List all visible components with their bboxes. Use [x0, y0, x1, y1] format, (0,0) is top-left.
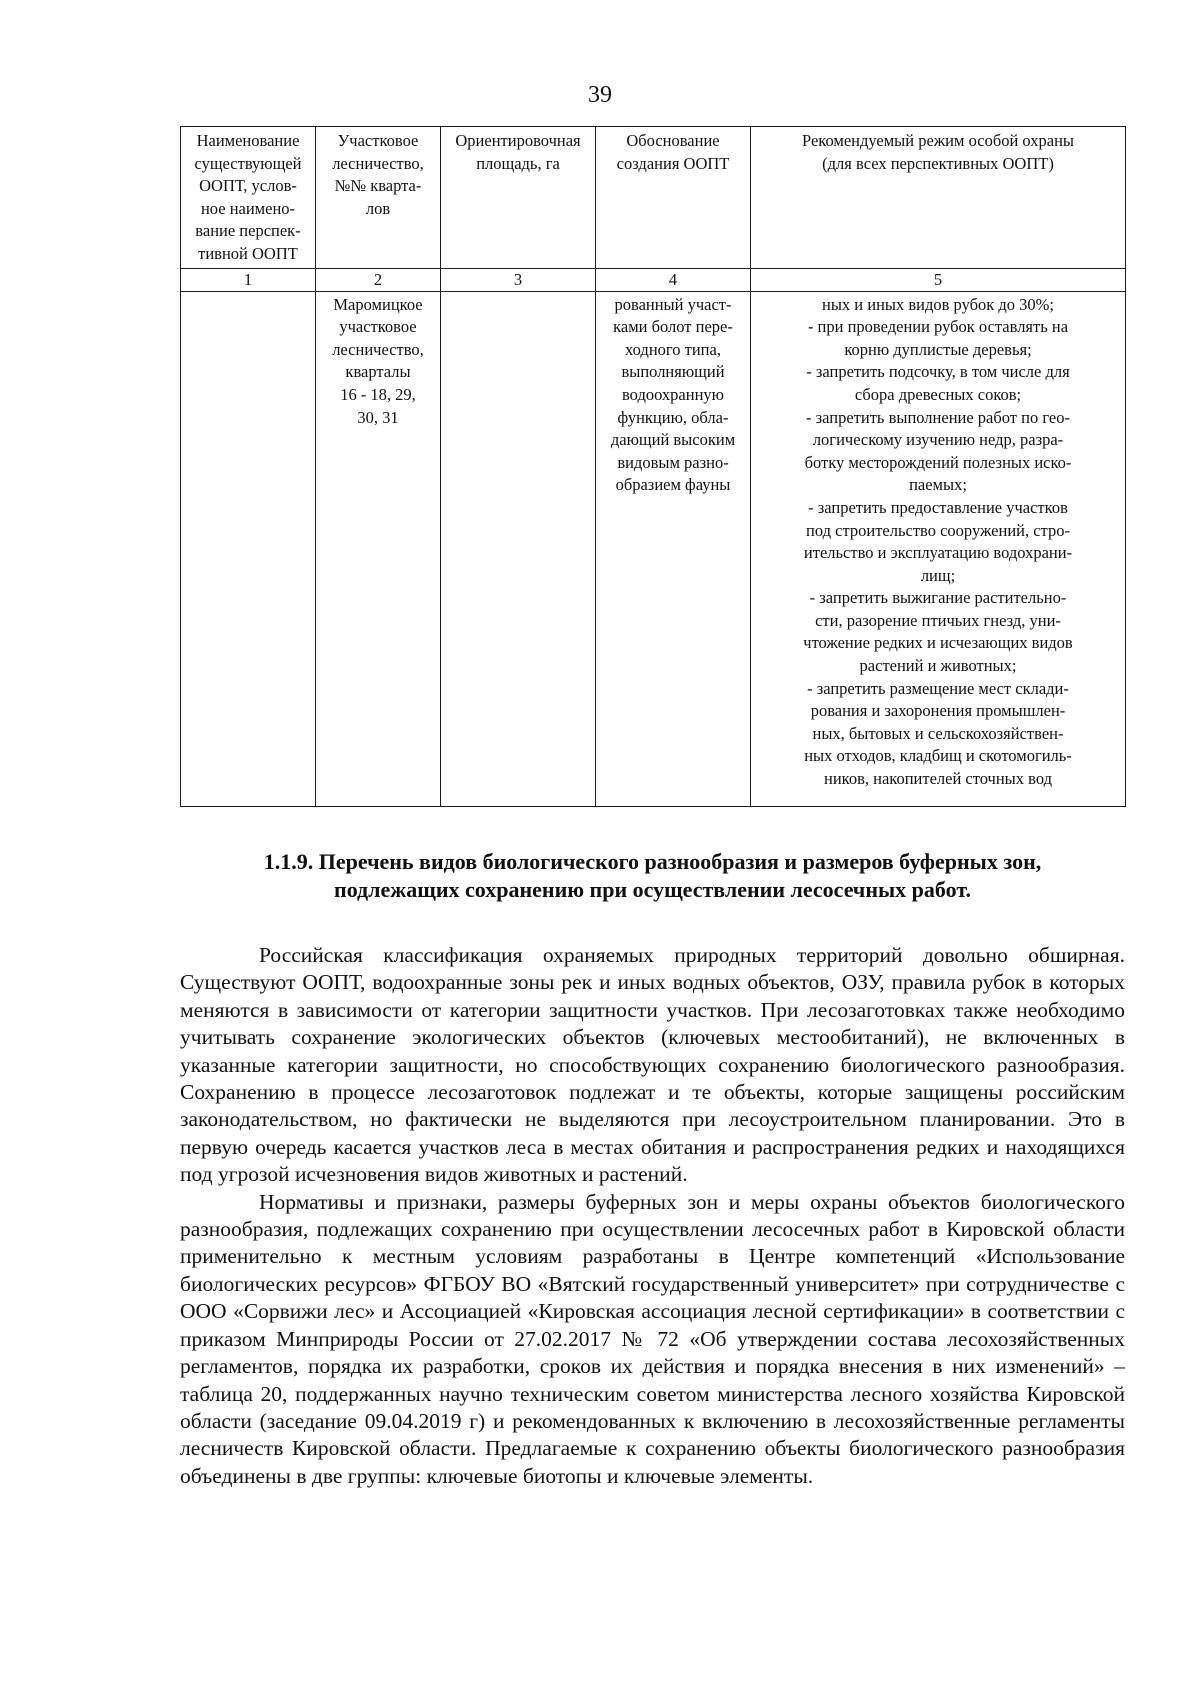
cell-name — [181, 291, 316, 806]
column-number: 4 — [596, 268, 751, 291]
header-forestry — [316, 127, 441, 269]
column-number: 5 — [751, 268, 1126, 291]
cell-line: кварталы — [345, 362, 411, 382]
cell-forestry — [316, 291, 441, 806]
cell-line: Обоснование — [626, 131, 720, 150]
cell-line: ное наимено- — [200, 198, 296, 218]
cell-area — [441, 291, 596, 806]
cell-line: чтожение редких и исчезающих видов — [803, 633, 1073, 653]
paragraph: Нормативы и признаки, размеры буферных зон и меры охраны объектов биологического разнообразия, подлежащих сохранению при осуществлении лесосечных работ в Кировской области применительно к местным условиям разработаны в Центре компетенций «Использование биологических ресурсов» ФГБОУ ВО «Вятский государственный университет» при сотрудничестве с ООО «Сорвижи лес» и Ассоциацией «Кировская ассоциация лесной сертификации» в соответствии с приказом Минприроды России от 27.02.2017 № 72 «Об утверждении состава лесохозяйственных регламентов, порядка их разработки, сроков их действия и порядка внесения в них изменений» – таблица 20, поддержанных научно техническим советом министерства лесного хозяйства Кировской области (заседание 09.04.2019 г) и рекомендованных к включению в лесохозяйственные регламенты лесничеств Кировской области. Предлагаемые к сохранению объекты биологического разнообразия объединены в две группы: ключевые биотопы и ключевые элементы. — [180, 1189, 1125, 1488]
section-heading — [180, 848, 1125, 904]
cell-line: ООПТ, услов- — [199, 176, 297, 196]
cell-line: ительство и эксплуатацию водохрани- — [803, 543, 1073, 563]
cell-line: ками болот пере- — [613, 317, 733, 337]
cell-line: лов — [365, 198, 391, 218]
cell-line: лесничество, — [332, 339, 424, 359]
cell-line: водоохранную — [622, 384, 724, 404]
cell-line: рованный участ- — [614, 294, 732, 314]
column-number: 3 — [441, 268, 596, 291]
cell-line: тивной ООПТ — [198, 243, 298, 263]
cell-line: создания ООПТ — [616, 153, 730, 173]
cell-justification — [596, 291, 751, 806]
table-header-row — [181, 127, 1126, 269]
header-justification — [596, 127, 751, 269]
header-name — [181, 127, 316, 269]
cell-line: Рекомендуемый режим особой охраны — [801, 131, 1074, 150]
cell-line: выполняющий — [621, 362, 725, 382]
cell-protection-regime — [751, 291, 1126, 806]
cell-line: участковое — [339, 317, 417, 337]
column-number: 2 — [316, 268, 441, 291]
cell-line: - запретить подсочку, в том числе для — [806, 362, 1070, 382]
cell-line: образием фауны — [615, 475, 731, 495]
cell-line: - запретить выполнение работ по гео- — [806, 407, 1070, 427]
cell-line: дающий высоким — [610, 430, 736, 450]
header-protection-regime — [751, 127, 1126, 269]
cell-line: - при проведении рубок оставлять на — [807, 317, 1069, 337]
cell-line: Ориентировочная — [455, 131, 581, 150]
cell-line: 16 - 18, 29, — [340, 384, 416, 404]
cell-line: ных и иных видов рубок до 30%; — [822, 294, 1054, 314]
cell-line: - запретить выжигание растительно- — [809, 588, 1067, 608]
cell-line: ходного типа, — [625, 339, 721, 359]
body-text — [180, 942, 1125, 1490]
section-heading-line: подлежащих сохранению при осуществлении лесосечных работ. — [334, 877, 971, 902]
cell-line: существующей — [194, 153, 302, 173]
column-number-row — [181, 268, 1126, 291]
cell-line: растений и животных; — [859, 656, 1017, 676]
cell-line: ботку месторождений полезных иско- — [804, 452, 1072, 472]
header-area — [441, 127, 596, 269]
cell-line: корню дуплистые деревья; — [844, 339, 1032, 359]
cell-line: видовым разно- — [617, 452, 729, 472]
oopt-table — [180, 126, 1126, 807]
cell-line: функцию, обла- — [617, 407, 729, 427]
cell-line: №№ кварта- — [334, 176, 422, 196]
cell-line: 30, 31 — [357, 407, 399, 427]
section-heading-line: 1.1.9. Перечень видов биологического разнообразия и размеров буферных зон, — [263, 849, 1042, 874]
cell-line: - запретить размещение мест склади- — [807, 678, 1069, 698]
cell-line: под строительство сооружений, стро- — [806, 520, 1070, 540]
cell-line: сти, разорение птичьих гнезд, уни- — [815, 610, 1061, 630]
cell-line: Участковое — [337, 131, 419, 150]
cell-line: (для всех перспективных ООПТ) — [822, 153, 1054, 173]
cell-line: лесничество, — [332, 153, 424, 173]
cell-line: - запретить предоставление участков — [808, 497, 1068, 517]
cell-line: паемых; — [909, 475, 967, 495]
cell-line: логическому изучению недр, разра- — [812, 430, 1064, 450]
table-row — [181, 291, 1126, 806]
cell-line: ных, бытовых и сельскохозяйствен- — [812, 723, 1064, 743]
cell-line: ных отходов, кладбищ и скотомогиль- — [804, 746, 1072, 766]
cell-line: ников, накопителей сточных вод — [824, 769, 1052, 789]
cell-line: вание перспек- — [195, 221, 301, 241]
cell-line: площадь, га — [476, 153, 560, 173]
cell-line: Маромицкое — [333, 294, 423, 314]
column-number: 1 — [181, 268, 316, 291]
cell-line: лищ; — [920, 565, 956, 585]
page-number: 39 — [588, 82, 612, 108]
paragraph: Российская классификация охраняемых природных территорий довольно обширная. Существуют ООПТ, водоохранные зоны рек и иных водных объектов, ОЗУ, правила рубок в которых меняются в зависимости от категории защитности участков. При лесозаготовках также необходимо учитывать сохранение экологических объектов (ключевых местообитаний), не включенных в указанные категории защитности, но способствующих сохранению биологического разнообразия. Сохранению в процессе лесозаготовок подлежат и те объекты, которые защищены российским законодательством, но фактически не выделяются при лесоустроительном планировании. Это в первую очередь касается участков леса в местах обитания и распространения редких и находящихся под угрозой исчезновения видов животных и растений. — [180, 943, 1125, 1187]
cell-line: рования и захоронения промышлен- — [810, 701, 1066, 721]
cell-line: сбора древесных соков; — [854, 384, 1022, 404]
cell-line: Наименование — [196, 131, 300, 150]
